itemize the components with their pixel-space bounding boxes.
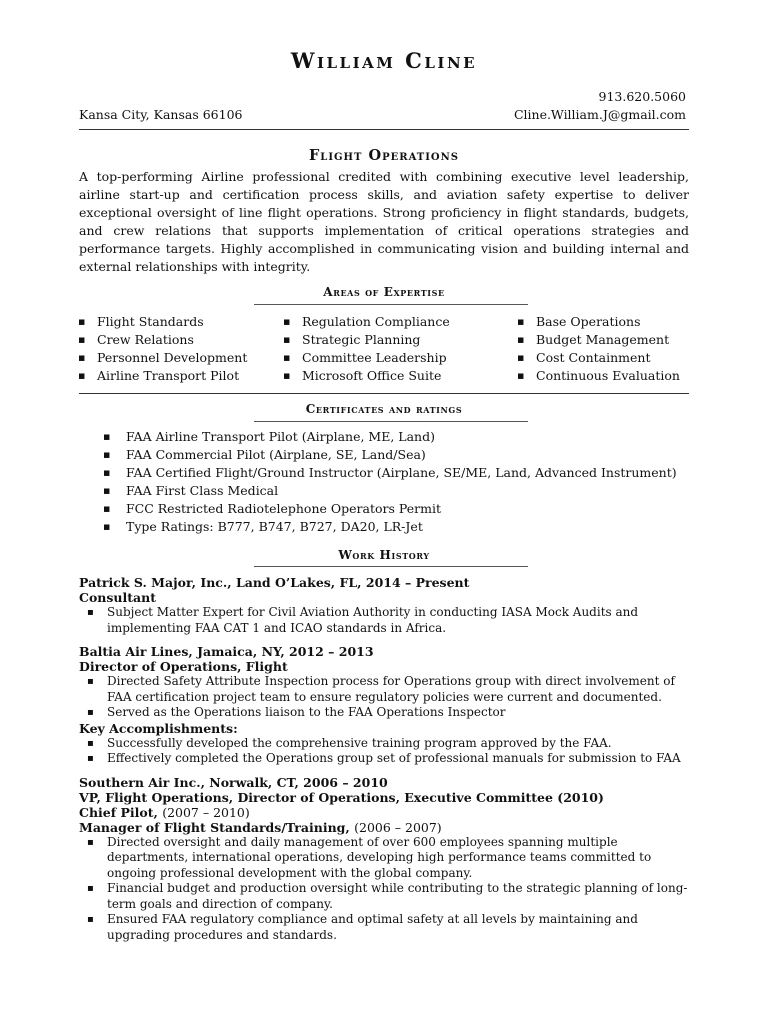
job-employer: Patrick S. Major, Inc., Land O’Lakes, FL, 2014 – Present bbox=[79, 575, 470, 590]
role-dates: (2007 – 2010) bbox=[162, 804, 250, 820]
job-role bbox=[79, 805, 689, 820]
job-bullets bbox=[79, 835, 689, 944]
job-role: VP, Flight Operations, Director of Operations, Executive Committee (2010) bbox=[79, 789, 604, 805]
expertise-column-1 bbox=[97, 313, 247, 385]
work-history-heading: Work History bbox=[338, 548, 430, 562]
email-address: Cline.William.J@gmail.com bbox=[513, 107, 686, 122]
list-item: ▪ Successfully developed the comprehensive training program approved by the FAA. bbox=[107, 736, 689, 752]
accomplishment-bullets bbox=[79, 736, 689, 767]
list-item: ▪ Budget Management bbox=[536, 331, 680, 349]
job-role: Director of Operations, Flight bbox=[79, 659, 288, 674]
list-item: ▪ FAA First Class Medical bbox=[126, 482, 677, 500]
list-item: ▪ Financial budget and production oversight while contributing to the strategic planning of long-term goals and direction of company. bbox=[107, 881, 689, 912]
list-item: ▪ Committee Leadership bbox=[302, 349, 450, 367]
expertise-divider bbox=[79, 393, 689, 394]
location: Kansa City, Kansas 66106 bbox=[79, 107, 243, 122]
candidate-name: William Cline bbox=[290, 48, 478, 73]
list-item: ▪ Strategic Planning bbox=[302, 331, 450, 349]
job-bullets bbox=[79, 674, 689, 721]
list-item: ▪ Continuous Evaluation bbox=[536, 367, 680, 385]
expertise-column-3 bbox=[536, 313, 680, 385]
list-item: ▪ Base Operations bbox=[536, 313, 680, 331]
expertise-underline bbox=[254, 304, 528, 305]
certificates-underline bbox=[254, 421, 528, 422]
list-item: ▪ Regulation Compliance bbox=[302, 313, 450, 331]
list-item: ▪ Cost Containment bbox=[536, 349, 680, 367]
role-dates: (2006 – 2007) bbox=[354, 819, 442, 835]
list-item: ▪ Subject Matter Expert for Civil Aviation Authority in conducting IASA Mock Audits and implementing FAA CAT 1 and ICAO standards in Africa. bbox=[107, 605, 689, 636]
role-name: Chief Pilot, bbox=[79, 804, 158, 820]
list-item: ▪ FCC Restricted Radiotelephone Operators Permit bbox=[126, 500, 677, 518]
work-history bbox=[79, 575, 689, 951]
job-entry bbox=[79, 575, 689, 636]
headline: Flight Operations bbox=[309, 147, 459, 164]
list-item: ▪ Effectively completed the Operations group set of professional manuals for submission to FAA bbox=[107, 751, 689, 767]
list-item: ▪ Crew Relations bbox=[97, 331, 247, 349]
certificates-heading: Certificates and ratings bbox=[305, 402, 463, 416]
role-name: Manager of Flight Standards/Training, bbox=[79, 819, 350, 835]
job-bullets bbox=[79, 605, 689, 636]
job-entry bbox=[79, 775, 689, 944]
job-role bbox=[79, 820, 689, 835]
list-item: ▪ Served as the Operations liaison to the FAA Operations Inspector bbox=[107, 705, 689, 721]
expertise-heading: Areas of Expertise bbox=[323, 285, 445, 299]
list-item: ▪ Ensured FAA regulatory compliance and optimal safety at all levels by maintaining and upgrading procedures and standards. bbox=[107, 912, 689, 943]
list-item: ▪ Microsoft Office Suite bbox=[302, 367, 450, 385]
expertise-column-2 bbox=[302, 313, 450, 385]
job-entry bbox=[79, 644, 689, 767]
list-item: ▪ Airline Transport Pilot bbox=[97, 367, 247, 385]
list-item: ▪ Type Ratings: B777, B747, B727, DA20, LR-Jet bbox=[126, 518, 677, 536]
list-item: ▪ Directed oversight and daily management of over 600 employees spanning multiple departments, international operations, developing high performance teams committed to ongoing professional development with the global company. bbox=[107, 835, 689, 882]
certificates-list bbox=[126, 428, 677, 536]
list-item: ▪ Directed Safety Attribute Inspection process for Operations group with direct involvement of FAA certification project team to ensure regulatory policies were current and documented. bbox=[107, 674, 689, 705]
key-accomplishments-label: Key Accomplishments: bbox=[79, 720, 238, 736]
summary-paragraph: A top-performing Airline professional credited with combining executive level leadership, airline start-up and certification process skills, and aviation safety expertise to deliver exceptional oversight of line flight operations. Strong proficiency in flight standards, budgets, and crew relations that supports implementation of critical operations strategies and performance targets. Highly accomplished in communicating vision and building internal and external relationships with integrity. bbox=[79, 169, 689, 274]
list-item: ▪ Flight Standards bbox=[97, 313, 247, 331]
list-item: ▪ FAA Airline Transport Pilot (Airplane, ME, Land) bbox=[126, 428, 677, 446]
job-employer: Southern Air Inc., Norwalk, CT, 2006 – 2010 bbox=[79, 774, 388, 790]
list-item: ▪ Personnel Development bbox=[97, 349, 247, 367]
job-role: Consultant bbox=[79, 590, 156, 605]
list-item: ▪ FAA Commercial Pilot (Airplane, SE, Land/Sea) bbox=[126, 446, 677, 464]
work-history-underline bbox=[254, 566, 528, 567]
list-item: ▪ FAA Certified Flight/Ground Instructor (Airplane, SE/ME, Land, Advanced Instrument) bbox=[126, 464, 677, 482]
phone-number: 913.620.5060 bbox=[598, 89, 686, 104]
job-employer: Baltia Air Lines, Jamaica, NY, 2012 – 2013 bbox=[79, 644, 374, 659]
header-divider bbox=[79, 129, 689, 130]
